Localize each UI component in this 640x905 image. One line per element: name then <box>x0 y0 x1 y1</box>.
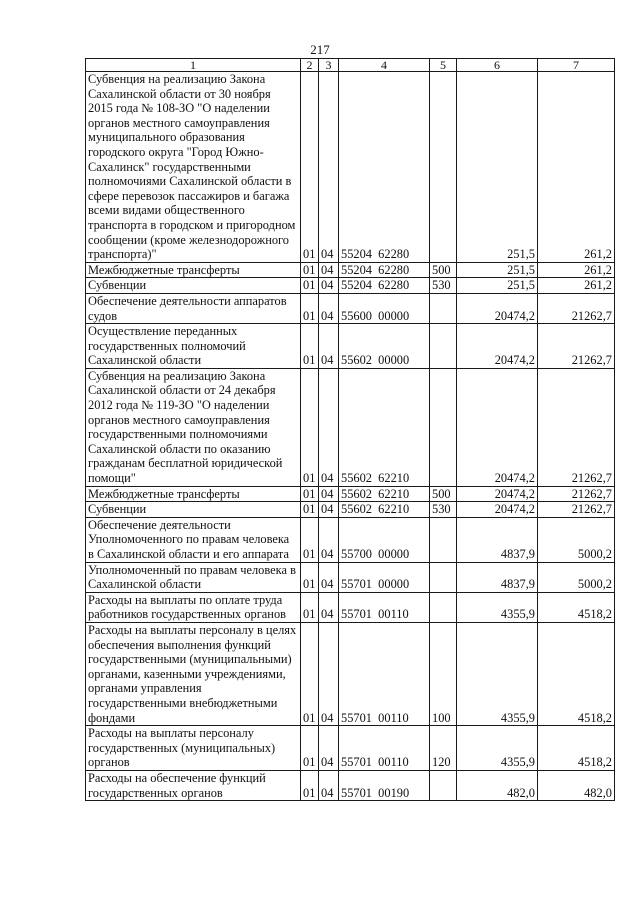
amount-year2-cell: 21262,7 <box>538 502 615 518</box>
subsection-code-cell: 04 <box>319 517 339 562</box>
expense-type-cell: 100 <box>430 622 457 725</box>
amount-year1-cell: 4837,9 <box>457 517 538 562</box>
row-name-cell: Расходы на выплаты персоналу в целях обеспечения выполнения функций государственными (муниципальными) органами, казенными учреждениями, органами управления государственными внебюджетными фондами <box>86 622 301 725</box>
table-header-row <box>86 59 615 72</box>
expense-type-cell: 530 <box>430 502 457 518</box>
table-row <box>86 517 615 562</box>
amount-year1-cell: 20474,2 <box>457 324 538 369</box>
expense-type-cell <box>430 770 457 800</box>
amount-year1-cell: 251,5 <box>457 72 538 263</box>
column-header: 2 <box>301 59 319 72</box>
section-code-cell: 01 <box>301 517 319 562</box>
target-article-cell: 55600 00000 <box>339 293 430 323</box>
table-row <box>86 486 615 502</box>
amount-year2-cell: 261,2 <box>538 72 615 263</box>
row-name-cell: Уполномоченный по правам человека в Сахалинской области <box>86 562 301 592</box>
amount-year1-cell: 251,5 <box>457 278 538 294</box>
section-code-cell: 01 <box>301 770 319 800</box>
subsection-code-cell: 04 <box>319 726 339 771</box>
expense-type-cell <box>430 293 457 323</box>
target-article-cell: 55602 62210 <box>339 368 430 486</box>
expense-type-cell: 500 <box>430 262 457 278</box>
amount-year1-cell: 4355,9 <box>457 622 538 725</box>
row-name-cell: Расходы на выплаты по оплате труда работников государственных органов <box>86 592 301 622</box>
amount-year2-cell: 21262,7 <box>538 293 615 323</box>
row-name-cell: Субвенции <box>86 278 301 294</box>
table-row <box>86 72 615 263</box>
amount-year2-cell: 4518,2 <box>538 592 615 622</box>
target-article-cell: 55701 00110 <box>339 726 430 771</box>
amount-year1-cell: 20474,2 <box>457 502 538 518</box>
target-article-cell: 55602 62210 <box>339 486 430 502</box>
row-name-cell: Субвенция на реализацию Закона Сахалинской области от 30 ноября 2015 года № 108-ЗО "О наделении органов местного самоуправления муниципального образования городского округа "Город Южно-Сахалинск" государственными полномочиями Сахалинской области в сфере перевозок пассажиров и багажа всеми видами общественного транспорта в городском и пригородном сообщении (кроме железнодорожного транспорта)" <box>86 72 301 263</box>
table-row <box>86 502 615 518</box>
amount-year1-cell: 4355,9 <box>457 592 538 622</box>
section-code-cell: 01 <box>301 262 319 278</box>
expense-type-cell <box>430 324 457 369</box>
target-article-cell: 55204 62280 <box>339 278 430 294</box>
target-article-cell: 55701 00190 <box>339 770 430 800</box>
amount-year2-cell: 4518,2 <box>538 622 615 725</box>
target-article-cell: 55701 00000 <box>339 562 430 592</box>
amount-year1-cell: 482,0 <box>457 770 538 800</box>
table-row <box>86 368 615 486</box>
column-header: 3 <box>319 59 339 72</box>
amount-year1-cell: 4837,9 <box>457 562 538 592</box>
subsection-code-cell: 04 <box>319 502 339 518</box>
budget-table <box>85 58 615 801</box>
amount-year2-cell: 5000,2 <box>538 517 615 562</box>
subsection-code-cell: 04 <box>319 262 339 278</box>
amount-year1-cell: 4355,9 <box>457 726 538 771</box>
expense-type-cell: 500 <box>430 486 457 502</box>
page-number: 217 <box>310 42 330 57</box>
table-row <box>86 293 615 323</box>
table-row <box>86 262 615 278</box>
amount-year2-cell: 261,2 <box>538 262 615 278</box>
subsection-code-cell: 04 <box>319 592 339 622</box>
subsection-code-cell: 04 <box>319 368 339 486</box>
row-name-cell: Субвенции <box>86 502 301 518</box>
subsection-code-cell: 04 <box>319 770 339 800</box>
section-code-cell: 01 <box>301 72 319 263</box>
row-name-cell: Обеспечение деятельности Уполномоченного по правам человека в Сахалинской области и его аппарата <box>86 517 301 562</box>
row-name-cell: Расходы на обеспечение функций государственных органов <box>86 770 301 800</box>
amount-year2-cell: 4518,2 <box>538 726 615 771</box>
subsection-code-cell: 04 <box>319 293 339 323</box>
amount-year2-cell: 21262,7 <box>538 324 615 369</box>
expense-type-cell: 120 <box>430 726 457 771</box>
row-name-cell: Межбюджетные трансферты <box>86 486 301 502</box>
expense-type-cell <box>430 72 457 263</box>
table-row <box>86 324 615 369</box>
row-name-cell: Расходы на выплаты персоналу государственных (муниципальных) органов <box>86 726 301 771</box>
amount-year1-cell: 251,5 <box>457 262 538 278</box>
subsection-code-cell: 04 <box>319 72 339 263</box>
row-name-cell: Межбюджетные трансферты <box>86 262 301 278</box>
table-row <box>86 726 615 771</box>
target-article-cell: 55204 62280 <box>339 262 430 278</box>
section-code-cell: 01 <box>301 726 319 771</box>
amount-year2-cell: 21262,7 <box>538 368 615 486</box>
subsection-code-cell: 04 <box>319 278 339 294</box>
target-article-cell: 55700 00000 <box>339 517 430 562</box>
table-row <box>86 770 615 800</box>
expense-type-cell <box>430 562 457 592</box>
section-code-cell: 01 <box>301 502 319 518</box>
section-code-cell: 01 <box>301 368 319 486</box>
column-header: 4 <box>339 59 430 72</box>
amount-year2-cell: 5000,2 <box>538 562 615 592</box>
amount-year2-cell: 482,0 <box>538 770 615 800</box>
amount-year1-cell: 20474,2 <box>457 486 538 502</box>
amount-year2-cell: 261,2 <box>538 278 615 294</box>
column-header: 6 <box>457 59 538 72</box>
table-row <box>86 278 615 294</box>
section-code-cell: 01 <box>301 486 319 502</box>
subsection-code-cell: 04 <box>319 324 339 369</box>
column-header: 5 <box>430 59 457 72</box>
amount-year1-cell: 20474,2 <box>457 368 538 486</box>
table-row <box>86 562 615 592</box>
expense-type-cell <box>430 517 457 562</box>
subsection-code-cell: 04 <box>319 622 339 725</box>
expense-type-cell <box>430 592 457 622</box>
row-name-cell: Осуществление переданных государственных полномочий Сахалинской области <box>86 324 301 369</box>
table-row <box>86 592 615 622</box>
subsection-code-cell: 04 <box>319 562 339 592</box>
section-code-cell: 01 <box>301 562 319 592</box>
target-article-cell: 55602 62210 <box>339 502 430 518</box>
column-header: 7 <box>538 59 615 72</box>
target-article-cell: 55602 00000 <box>339 324 430 369</box>
table-row <box>86 622 615 725</box>
expense-type-cell: 530 <box>430 278 457 294</box>
target-article-cell: 55701 00110 <box>339 622 430 725</box>
row-name-cell: Субвенция на реализацию Закона Сахалинской области от 24 декабря 2012 года № 119-ЗО "О наделении органов местного самоуправления государственными полномочиями Сахалинской области по оказанию гражданам бесплатной юридической помощи" <box>86 368 301 486</box>
column-header: 1 <box>86 59 301 72</box>
amount-year1-cell: 20474,2 <box>457 293 538 323</box>
subsection-code-cell: 04 <box>319 486 339 502</box>
expense-type-cell <box>430 368 457 486</box>
section-code-cell: 01 <box>301 324 319 369</box>
section-code-cell: 01 <box>301 278 319 294</box>
target-article-cell: 55204 62280 <box>339 72 430 263</box>
section-code-cell: 01 <box>301 592 319 622</box>
amount-year2-cell: 21262,7 <box>538 486 615 502</box>
section-code-cell: 01 <box>301 293 319 323</box>
section-code-cell: 01 <box>301 622 319 725</box>
target-article-cell: 55701 00110 <box>339 592 430 622</box>
row-name-cell: Обеспечение деятельности аппаратов судов <box>86 293 301 323</box>
